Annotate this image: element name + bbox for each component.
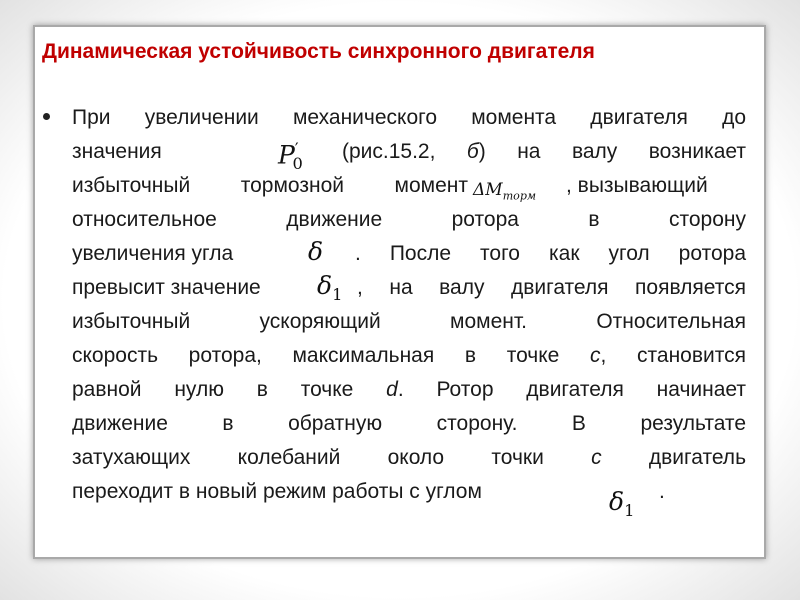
formula-prime: ′ xyxy=(294,139,299,158)
line-text: увеличения угла xyxy=(72,242,234,265)
line-text-part: , становится xyxy=(600,344,746,367)
paragraph-line-6 xyxy=(72,273,746,307)
line-text: . После того как угол ротора xyxy=(355,242,746,265)
bullet-icon xyxy=(43,113,50,120)
formula-delta xyxy=(308,237,323,267)
paragraph-line-9 xyxy=(72,375,746,409)
line-text: значения xyxy=(72,140,162,163)
line-text xyxy=(72,446,746,469)
line-text-part: двигатель xyxy=(601,446,747,469)
formula-subscript: 1 xyxy=(624,501,635,520)
line-text-part: . Ротор двигателя начинает xyxy=(397,378,746,401)
line-text xyxy=(72,378,746,401)
line-text: переходит в новый режим работы с углом xyxy=(72,480,482,503)
line-text xyxy=(72,344,746,367)
line-text-part: ) на валу возникает xyxy=(478,140,747,163)
italic-letter: с xyxy=(590,344,601,367)
line-text: избыточный тормозной момент xyxy=(72,174,468,197)
line-text: превысит значение xyxy=(72,276,261,299)
formula-subscript: 0 xyxy=(292,154,303,174)
line-text: избыточный ускоряющий момент. Относительная xyxy=(72,310,746,333)
slide-title: Динамическая устойчивость синхронного двигателя xyxy=(42,40,595,63)
italic-letter: б xyxy=(466,140,479,163)
line-text: . xyxy=(659,480,665,503)
formula-delta-1 xyxy=(609,487,634,526)
paragraph-line-7 xyxy=(72,307,746,341)
line-text xyxy=(342,137,746,167)
formula-base: P xyxy=(278,140,295,170)
formula-subscript: 1 xyxy=(332,285,343,304)
paragraph-line-2 xyxy=(72,137,747,174)
paragraph-line-5 xyxy=(72,239,746,273)
paragraph-line-4 xyxy=(72,205,746,239)
formula-delta-1 xyxy=(317,271,342,310)
paragraph-line-10 xyxy=(72,409,746,443)
formula-base: δ xyxy=(317,271,333,300)
line-text-part: затухающих колебаний около точки xyxy=(72,446,592,469)
paragraph-line-3 xyxy=(72,171,746,205)
line-text-part: (рис.15.2, xyxy=(342,140,467,163)
line-text: движение в обратную сторону. В результате xyxy=(72,412,746,435)
italic-letter: с xyxy=(591,446,602,469)
formula-base: δ xyxy=(609,487,625,516)
formula-base: δ xyxy=(308,237,324,266)
line-text-part: равной нулю в точке xyxy=(72,378,387,401)
paragraph-line-11 xyxy=(72,443,746,477)
formula-base: ΔM xyxy=(473,180,503,200)
line-text-part: скорость ротора, максимальная в точке xyxy=(72,344,591,367)
italic-letter: d xyxy=(386,378,398,401)
paragraph-line-1 xyxy=(72,103,746,137)
line-text: , на валу двигателя появляется xyxy=(357,276,746,299)
line-text: При увеличении механического момента двигателя до xyxy=(72,106,746,129)
paragraph-line-8 xyxy=(72,341,746,375)
line-text: , вызывающий xyxy=(566,174,708,197)
formula-subscript: торм xyxy=(502,189,537,203)
paragraph-line-12 xyxy=(72,477,746,520)
line-text: относительное движение ротора в сторону xyxy=(72,208,746,231)
